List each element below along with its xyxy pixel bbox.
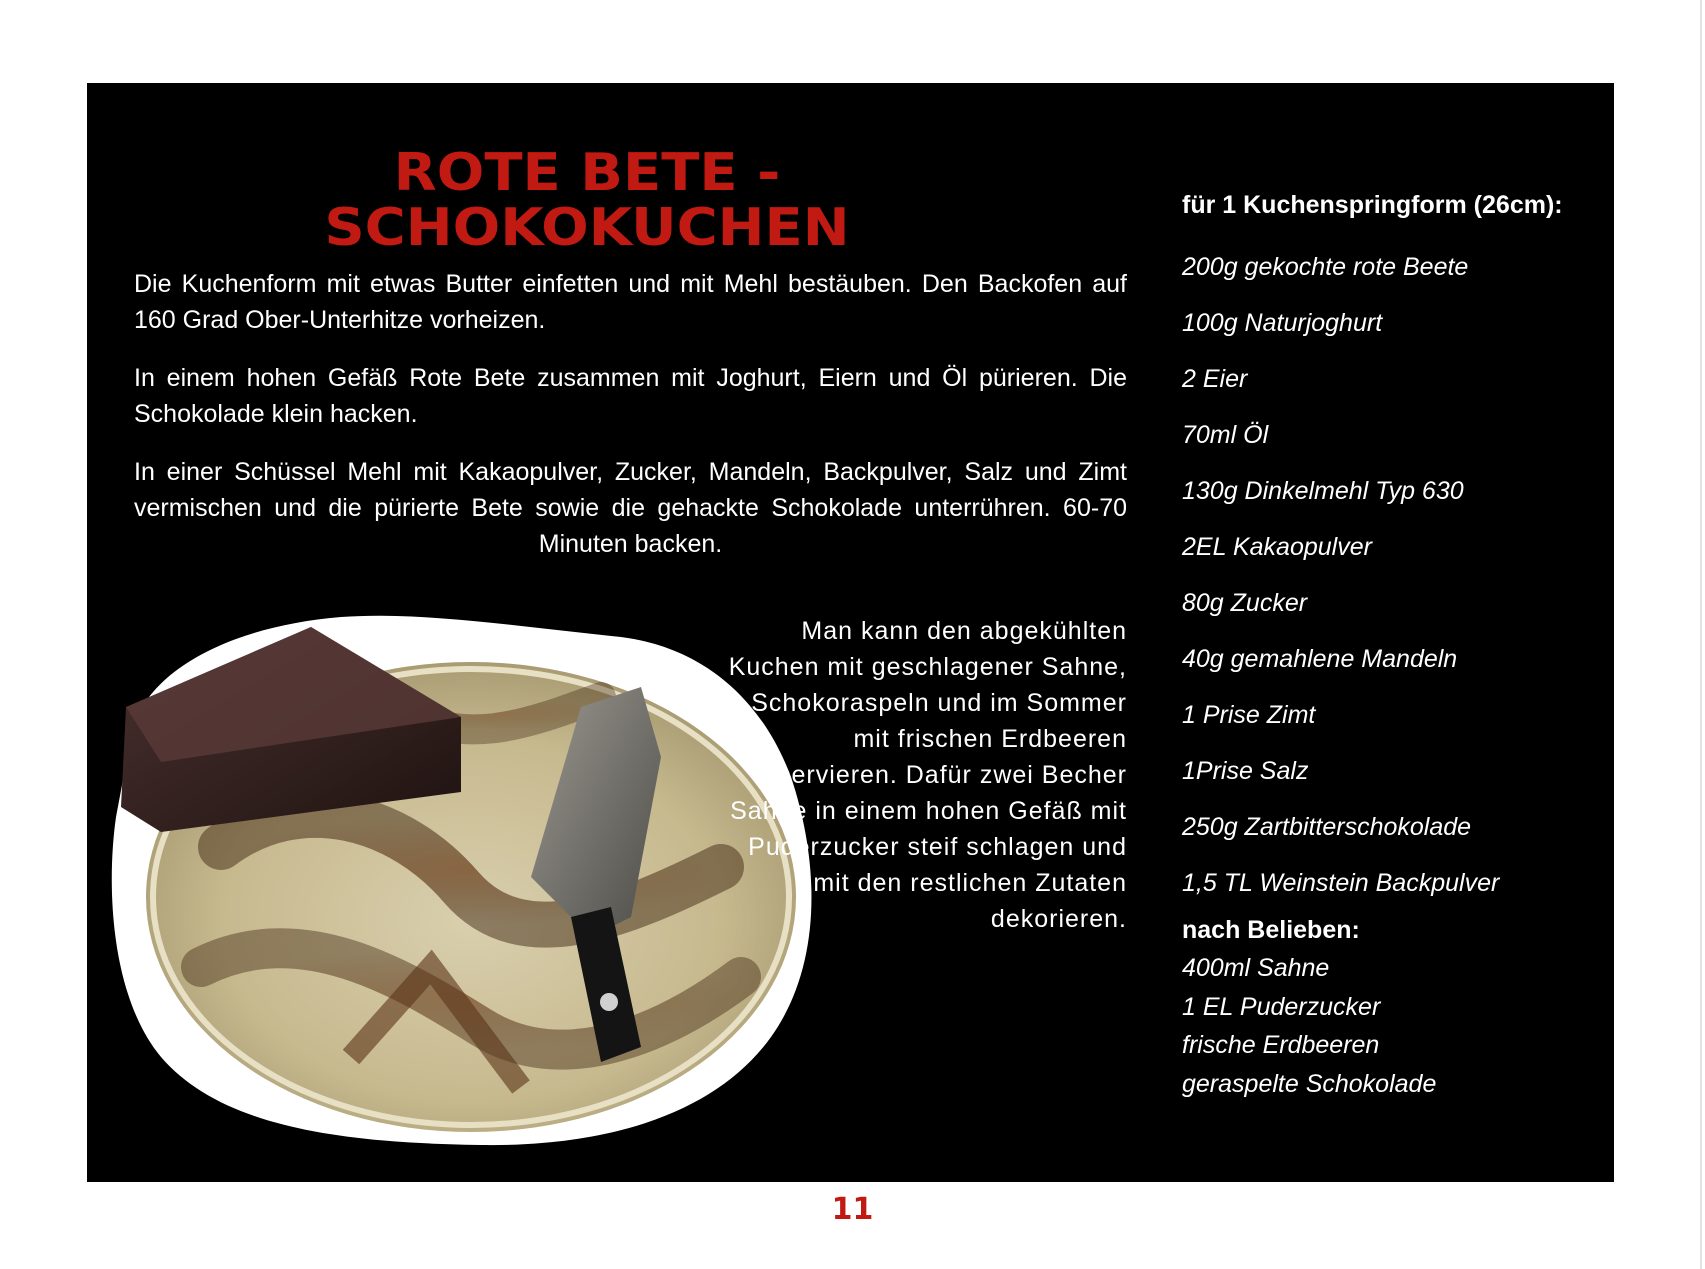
recipe-panel xyxy=(87,83,1614,1182)
optional-item: geraspelte Schokolade xyxy=(1182,1069,1437,1098)
ingredients-heading: für 1 Kuchenspringform (26cm): xyxy=(1182,191,1563,219)
instruction-paragraph: Die Kuchenform mit etwas Butter einfetten und mit Mehl bestäuben. Den Backofen auf 160 Grad Ober-Unterhitze vorheizen. xyxy=(134,270,1127,334)
optional-heading: nach Belieben: xyxy=(1182,916,1360,944)
ingredient-item: 1 Prise Zimt xyxy=(1182,701,1316,729)
ingredient-item: 2EL Kakaopulver xyxy=(1182,533,1372,561)
ingredients xyxy=(1182,187,1602,1103)
ingredients-list xyxy=(1182,239,1602,911)
recipe-title: ROTE BETE - SCHOKOKUCHEN xyxy=(324,143,850,259)
optional-item: 400ml Sahne xyxy=(1182,954,1330,982)
ingredient-item: 100g Naturjoghurt xyxy=(1182,309,1383,337)
ingredient-item: 80g Zucker xyxy=(1182,589,1308,617)
page-number: 11 xyxy=(831,1192,874,1227)
ingredient-item: 250g Zartbitterschokolade xyxy=(1182,813,1472,841)
ingredient-item: 70ml Öl xyxy=(1182,421,1269,449)
optional-item: frische Erdbeeren xyxy=(1182,1031,1380,1059)
ingredient-item: 1Prise Salz xyxy=(1182,757,1309,785)
cake-photo xyxy=(101,587,821,1147)
ingredient-item: 1,5 TL Weinstein Backpulver xyxy=(1182,869,1500,897)
ingredient-item: 200g gekochte rote Beete xyxy=(1182,253,1469,281)
page-edge xyxy=(1700,0,1702,1269)
instruction-paragraph: In einer Schüssel Mehl mit Kakaopulver, Zucker, Mandeln, Backpulver, Salz und Zimt vermischen und die pürierte Bete sowie die gehackte Schokolade unterrühren. 60-70 Minuten backen. xyxy=(134,458,1127,558)
instruction-paragraph: In einem hohen Gefäß Rote Bete zusammen mit Joghurt, Eiern und Öl pürieren. Die Schokolade klein hacken. xyxy=(134,364,1127,428)
ingredient-item: 40g gemahlene Mandeln xyxy=(1182,645,1458,673)
ingredient-item: 130g Dinkelmehl Typ 630 xyxy=(1182,477,1464,505)
instructions xyxy=(134,266,1127,584)
serving-tip: Man kann den abgekühlten Kuchen mit geschlagener Sahne, Schokoraspeln und im Sommer mit frischen Erdbeeren servieren. Dafür zwei Becher Sahne in einem hohen Gefäß mit Puderzucker steif schlagen und mit den restlichen Zutaten dekorieren. xyxy=(728,617,1127,933)
optional-list xyxy=(1182,949,1602,1103)
ingredient-item: 2 Eier xyxy=(1182,365,1248,393)
optional-item: 1 EL Puderzucker xyxy=(1182,992,1381,1021)
